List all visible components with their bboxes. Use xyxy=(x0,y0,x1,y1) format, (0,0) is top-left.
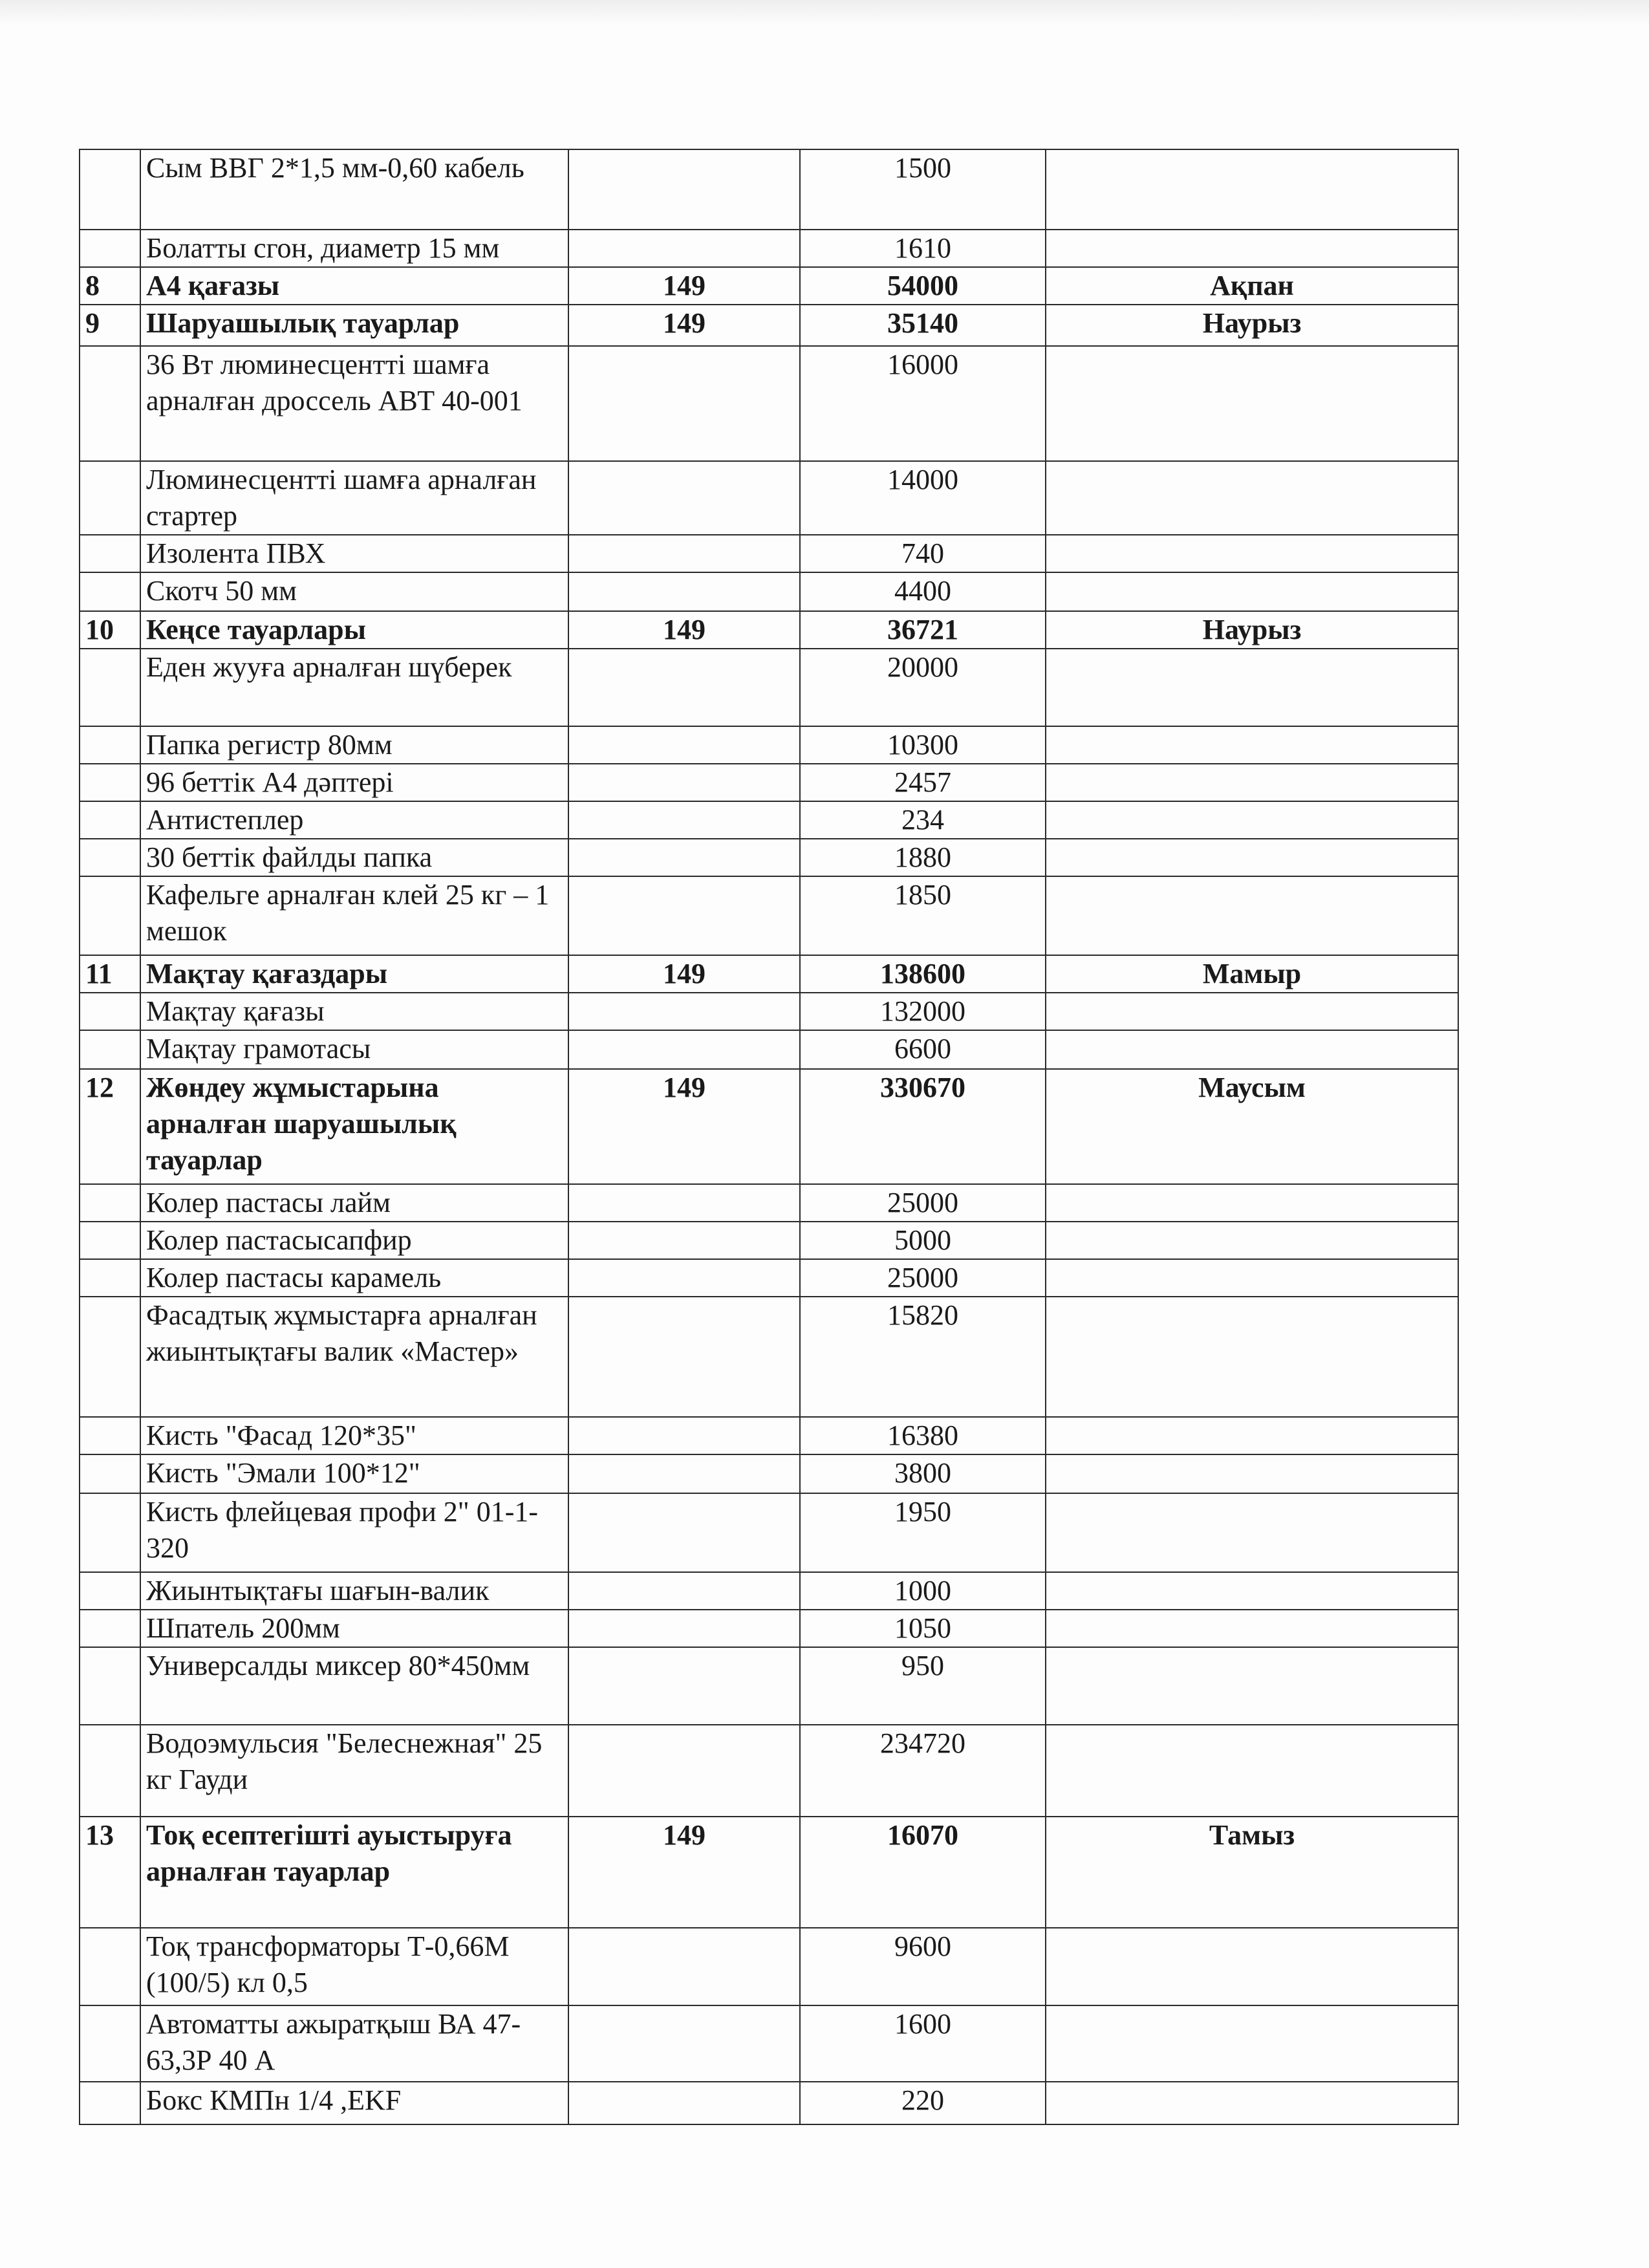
cell-code: 149 xyxy=(568,611,800,649)
cell-sum: 14000 xyxy=(800,461,1046,535)
cell-num xyxy=(80,2005,140,2082)
cell-code xyxy=(568,1297,800,1417)
cell-month xyxy=(1046,1222,1458,1259)
cell-name: Колер пастасысапфир xyxy=(140,1222,568,1259)
cell-sum: 1950 xyxy=(800,1493,1046,1572)
cell-month xyxy=(1046,726,1458,764)
cell-num xyxy=(80,1259,140,1297)
cell-num xyxy=(80,876,140,955)
cell-name: Болатты сгон, диаметр 15 мм xyxy=(140,230,568,267)
cell-month: Наурыз xyxy=(1046,611,1458,649)
cell-name: Кисть "Фасад 120*35" xyxy=(140,1417,568,1454)
cell-month xyxy=(1046,1259,1458,1297)
cell-sum: 25000 xyxy=(800,1259,1046,1297)
cell-num: 12 xyxy=(80,1069,140,1184)
table-row xyxy=(80,764,1458,801)
cell-num xyxy=(80,1610,140,1647)
cell-name: Кафельге арналған клей 25 кг – 1 мешок xyxy=(140,876,568,955)
cell-name: Изолента ПВХ xyxy=(140,535,568,572)
cell-sum: 20000 xyxy=(800,649,1046,726)
cell-num xyxy=(80,649,140,726)
cell-code xyxy=(568,839,800,876)
cell-code xyxy=(568,535,800,572)
cell-code: 149 xyxy=(568,267,800,305)
cell-sum: 138600 xyxy=(800,955,1046,993)
cell-month xyxy=(1046,572,1458,611)
table-row xyxy=(80,2005,1458,2082)
cell-sum: 1050 xyxy=(800,1610,1046,1647)
cell-month: Наурыз xyxy=(1046,305,1458,346)
cell-sum: 36721 xyxy=(800,611,1046,649)
cell-name: Люминесцентті шамға арналған стартер xyxy=(140,461,568,535)
cell-num: 11 xyxy=(80,955,140,993)
cell-num xyxy=(80,1572,140,1610)
cell-month xyxy=(1046,1928,1458,2005)
cell-code xyxy=(568,230,800,267)
table-row xyxy=(80,2082,1458,2124)
cell-month xyxy=(1046,2005,1458,2082)
cell-name: Водоэмульсия "Белеснежная" 25 кг Гауди xyxy=(140,1725,568,1817)
cell-code xyxy=(568,1454,800,1493)
category-row xyxy=(80,305,1458,346)
cell-code xyxy=(568,876,800,955)
cell-num xyxy=(80,1222,140,1259)
cell-sum: 25000 xyxy=(800,1184,1046,1222)
cell-month xyxy=(1046,839,1458,876)
cell-num xyxy=(80,1184,140,1222)
cell-code: 149 xyxy=(568,305,800,346)
cell-num xyxy=(80,726,140,764)
cell-sum: 3800 xyxy=(800,1454,1046,1493)
cell-code xyxy=(568,1493,800,1572)
cell-code xyxy=(568,1030,800,1069)
cell-name: Папка регистр 80мм xyxy=(140,726,568,764)
table-row xyxy=(80,1454,1458,1493)
cell-month xyxy=(1046,993,1458,1030)
cell-name: Сым ВВГ 2*1,5 мм-0,60 кабель xyxy=(140,149,568,230)
category-row xyxy=(80,1069,1458,1184)
cell-sum: 1600 xyxy=(800,2005,1046,2082)
cell-name: Антистеплер xyxy=(140,801,568,839)
cell-sum: 35140 xyxy=(800,305,1046,346)
cell-month xyxy=(1046,1454,1458,1493)
cell-num xyxy=(80,993,140,1030)
cell-name: Кисть флейцевая профи 2" 01-1-320 xyxy=(140,1493,568,1572)
cell-name: Колер пастасы лайм xyxy=(140,1184,568,1222)
cell-month xyxy=(1046,1417,1458,1454)
cell-month xyxy=(1046,1647,1458,1725)
category-row xyxy=(80,955,1458,993)
cell-name: Бокс КМПн 1/4 ,EKF xyxy=(140,2082,568,2124)
table-row xyxy=(80,346,1458,461)
cell-code: 149 xyxy=(568,1817,800,1928)
cell-name: Мақтау қағазы xyxy=(140,993,568,1030)
table-row xyxy=(80,993,1458,1030)
cell-num xyxy=(80,1454,140,1493)
cell-num xyxy=(80,1647,140,1725)
cell-code xyxy=(568,461,800,535)
cell-month xyxy=(1046,1725,1458,1817)
cell-month xyxy=(1046,2082,1458,2124)
cell-name: А4 қағазы xyxy=(140,267,568,305)
table-row xyxy=(80,1030,1458,1069)
cell-sum: 4400 xyxy=(800,572,1046,611)
table-row xyxy=(80,1647,1458,1725)
cell-code xyxy=(568,1572,800,1610)
cell-code xyxy=(568,149,800,230)
cell-sum: 6600 xyxy=(800,1030,1046,1069)
cell-sum: 9600 xyxy=(800,1928,1046,2005)
cell-code xyxy=(568,1259,800,1297)
cell-sum: 10300 xyxy=(800,726,1046,764)
cell-sum: 2457 xyxy=(800,764,1046,801)
table-row xyxy=(80,535,1458,572)
cell-num xyxy=(80,461,140,535)
cell-code xyxy=(568,2082,800,2124)
cell-num: 8 xyxy=(80,267,140,305)
cell-code xyxy=(568,764,800,801)
cell-code xyxy=(568,1610,800,1647)
table-row xyxy=(80,1184,1458,1222)
cell-name: Тоқ есептегішті ауыстыруға арналған тауарлар xyxy=(140,1817,568,1928)
cell-code xyxy=(568,726,800,764)
cell-month: Мамыр xyxy=(1046,955,1458,993)
cell-month xyxy=(1046,876,1458,955)
table-row xyxy=(80,572,1458,611)
cell-code xyxy=(568,649,800,726)
cell-month: Маусым xyxy=(1046,1069,1458,1184)
cell-num xyxy=(80,535,140,572)
table-row xyxy=(80,1610,1458,1647)
table-row xyxy=(80,1417,1458,1454)
table-row xyxy=(80,1572,1458,1610)
cell-name: Кисть "Эмали 100*12" xyxy=(140,1454,568,1493)
table-row xyxy=(80,1259,1458,1297)
cell-num xyxy=(80,801,140,839)
cell-month xyxy=(1046,649,1458,726)
cell-sum: 54000 xyxy=(800,267,1046,305)
cell-name: Жөндеу жұмыстарына арналған шаруашылық тауарлар xyxy=(140,1069,568,1184)
cell-sum: 1880 xyxy=(800,839,1046,876)
category-row xyxy=(80,267,1458,305)
cell-month xyxy=(1046,1610,1458,1647)
cell-name: 96 беттік А4 дәптері xyxy=(140,764,568,801)
table-row xyxy=(80,839,1458,876)
cell-sum: 950 xyxy=(800,1647,1046,1725)
cell-month xyxy=(1046,535,1458,572)
cell-name: Шаруашылық тауарлар xyxy=(140,305,568,346)
table-row xyxy=(80,876,1458,955)
cell-num xyxy=(80,1030,140,1069)
cell-code xyxy=(568,1928,800,2005)
cell-num: 10 xyxy=(80,611,140,649)
cell-month xyxy=(1046,1493,1458,1572)
cell-num xyxy=(80,346,140,461)
table-row xyxy=(80,1222,1458,1259)
table-row xyxy=(80,726,1458,764)
cell-sum: 16070 xyxy=(800,1817,1046,1928)
cell-month xyxy=(1046,801,1458,839)
cell-sum: 15820 xyxy=(800,1297,1046,1417)
table-row xyxy=(80,230,1458,267)
cell-name: Кеңсе тауарлары xyxy=(140,611,568,649)
cell-code xyxy=(568,801,800,839)
cell-month xyxy=(1046,764,1458,801)
table-row xyxy=(80,801,1458,839)
cell-month: Тамыз xyxy=(1046,1817,1458,1928)
cell-num xyxy=(80,572,140,611)
table-row xyxy=(80,1928,1458,2005)
goods-table-body xyxy=(80,149,1458,2124)
cell-code xyxy=(568,572,800,611)
cell-sum: 330670 xyxy=(800,1069,1046,1184)
cell-code xyxy=(568,2005,800,2082)
table-row xyxy=(80,461,1458,535)
cell-name: Фасадтық жұмыстарға арналған жиынтықтағы валик «Мастер» xyxy=(140,1297,568,1417)
cell-name: Шпатель 200мм xyxy=(140,1610,568,1647)
cell-sum: 16380 xyxy=(800,1417,1046,1454)
table-row xyxy=(80,1725,1458,1817)
table-row xyxy=(80,149,1458,230)
cell-name: Еден жууға арналған шүберек xyxy=(140,649,568,726)
cell-month: Ақпан xyxy=(1046,267,1458,305)
table-row xyxy=(80,649,1458,726)
cell-num xyxy=(80,764,140,801)
cell-num xyxy=(80,2082,140,2124)
cell-code xyxy=(568,1725,800,1817)
cell-name: Тоқ трансформаторы Т-0,66М (100/5) кл 0,5 xyxy=(140,1928,568,2005)
cell-name: Мақтау грамотасы xyxy=(140,1030,568,1069)
category-row xyxy=(80,1817,1458,1928)
cell-sum: 16000 xyxy=(800,346,1046,461)
cell-sum: 234 xyxy=(800,801,1046,839)
cell-sum: 1500 xyxy=(800,149,1046,230)
cell-sum: 132000 xyxy=(800,993,1046,1030)
cell-num xyxy=(80,1417,140,1454)
cell-name: Жиынтықтағы шағын-валик xyxy=(140,1572,568,1610)
cell-num xyxy=(80,1297,140,1417)
cell-month xyxy=(1046,1297,1458,1417)
cell-sum: 5000 xyxy=(800,1222,1046,1259)
cell-month xyxy=(1046,149,1458,230)
cell-sum: 234720 xyxy=(800,1725,1046,1817)
scan-shadow xyxy=(0,0,1649,26)
cell-code xyxy=(568,993,800,1030)
cell-sum: 1850 xyxy=(800,876,1046,955)
table-row xyxy=(80,1493,1458,1572)
cell-month xyxy=(1046,1572,1458,1610)
cell-sum: 1000 xyxy=(800,1572,1046,1610)
cell-month xyxy=(1046,230,1458,267)
cell-num xyxy=(80,839,140,876)
cell-num: 9 xyxy=(80,305,140,346)
cell-name: Колер пастасы карамель xyxy=(140,1259,568,1297)
cell-num xyxy=(80,230,140,267)
goods-table xyxy=(79,149,1459,2125)
cell-sum: 220 xyxy=(800,2082,1046,2124)
cell-name: Автоматты ажыратқыш ВА 47-63,3Р 40 А xyxy=(140,2005,568,2082)
cell-code xyxy=(568,1417,800,1454)
cell-code xyxy=(568,1184,800,1222)
cell-num xyxy=(80,1725,140,1817)
cell-num xyxy=(80,1493,140,1572)
cell-name: 30 беттік файлды папка xyxy=(140,839,568,876)
cell-name: 36 Вт люминесцентті шамға арналған дроссель АВТ 40-001 xyxy=(140,346,568,461)
cell-num xyxy=(80,1928,140,2005)
table-row xyxy=(80,1297,1458,1417)
cell-num: 13 xyxy=(80,1817,140,1928)
cell-month xyxy=(1046,346,1458,461)
cell-month xyxy=(1046,461,1458,535)
cell-num xyxy=(80,149,140,230)
cell-code: 149 xyxy=(568,955,800,993)
cell-name: Скотч 50 мм xyxy=(140,572,568,611)
cell-code: 149 xyxy=(568,1069,800,1184)
cell-name: Мақтау қағаздары xyxy=(140,955,568,993)
cell-month xyxy=(1046,1030,1458,1069)
cell-month xyxy=(1046,1184,1458,1222)
cell-sum: 1610 xyxy=(800,230,1046,267)
cell-code xyxy=(568,1647,800,1725)
category-row xyxy=(80,611,1458,649)
cell-code xyxy=(568,1222,800,1259)
cell-name: Универсалды миксер 80*450мм xyxy=(140,1647,568,1725)
cell-code xyxy=(568,346,800,461)
cell-sum: 740 xyxy=(800,535,1046,572)
